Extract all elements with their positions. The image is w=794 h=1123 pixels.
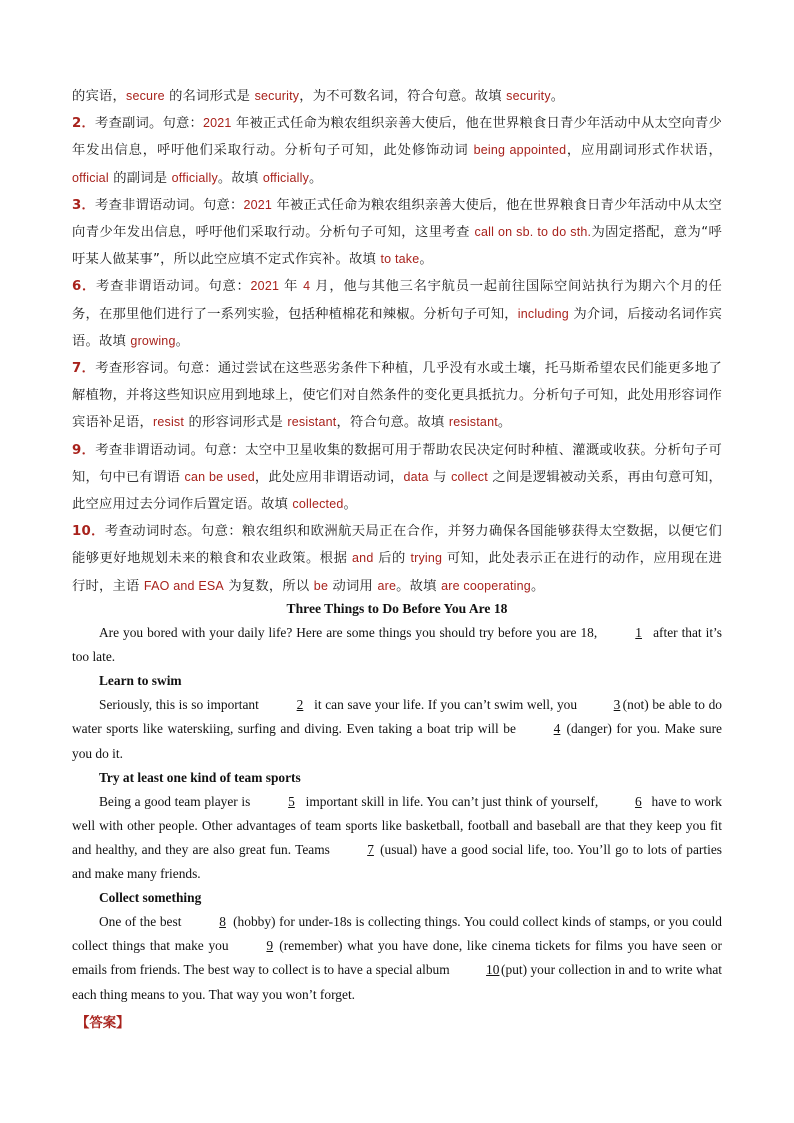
text: ，此处应用非谓语动词，: [254, 469, 404, 485]
text: (danger) for you. Make sure you do it.: [72, 721, 722, 761]
blank-4: 4: [553, 721, 561, 737]
term: collect: [451, 469, 488, 484]
text: (not) be able to do water sports like waterskiing, surfing and diving. Even taking a boat trip will be: [72, 697, 722, 737]
text: 后的: [373, 551, 411, 567]
passage-intro: [72, 621, 722, 669]
text: (put) your collection in and to write what each thing means to you. That way you won’t forget.: [72, 962, 723, 1002]
text: 的名词形式是: [164, 89, 255, 104]
term: secure: [126, 89, 165, 103]
text: have to work well with other people. Other advantages of team sports like basketball, football and baseball are that they keep you fit and healthy, and they are also great fun. Teams: [72, 793, 722, 857]
section-heading-collect: Collect something: [99, 890, 202, 906]
text: 之间是逻辑被动关系，再由句意可知，此空应用过去分词作后置定语。故填: [72, 469, 723, 513]
text: 。: [343, 497, 358, 513]
answer-term: collected: [292, 497, 344, 512]
text: One of the best: [99, 914, 186, 930]
answer-heading: 【答案】: [76, 1016, 130, 1031]
answer-term: resistant: [448, 415, 498, 430]
item-number: 6．: [72, 279, 97, 295]
section-swim: [72, 693, 722, 765]
text: 的形容词形式是: [184, 415, 288, 431]
section-collect: [72, 910, 722, 1006]
blank-5: 5: [288, 793, 295, 809]
blank-6: 6: [634, 793, 642, 809]
text: 可知，此处表示正在进行的动作，应用现在进行时，主语: [72, 551, 722, 594]
term: data: [403, 469, 429, 484]
answer-term: to take: [380, 252, 420, 267]
text: 考查非谓语动词。句意：: [96, 279, 251, 295]
text: after that it’s too late.: [72, 625, 722, 665]
answer-term: growing: [130, 333, 176, 348]
text: 。: [530, 578, 545, 594]
blank-10: 10: [486, 962, 500, 978]
text: (remember) what you have done, like cinema tickets for films you have seen or emails from friends. The best way to collect is to have a special album: [72, 938, 722, 978]
text: it can save your life. If you can’t swim well, you: [310, 697, 581, 713]
text: Seriously, this is so important: [99, 697, 263, 713]
text: 动词用: [328, 578, 378, 594]
explanation-9: [72, 437, 722, 519]
term: trying: [410, 551, 443, 566]
passage-title: Three Things to Do Before You Are 18: [286, 601, 508, 616]
item-number: 7．: [72, 361, 96, 377]
term: resistant: [287, 415, 337, 430]
answer-term: are cooperating: [441, 578, 531, 593]
item-number: 10．: [72, 524, 105, 540]
term: 2021: [202, 116, 232, 131]
term: 2021: [250, 279, 280, 294]
blank-3: 3: [613, 697, 621, 713]
section-heading-swim: Learn to swim: [99, 673, 182, 689]
text: 的宾语，: [72, 89, 126, 104]
text: 为介词，后接动名词作宾语。故填: [72, 306, 722, 349]
text: 。: [497, 415, 512, 431]
term: and: [352, 551, 374, 566]
term: officially: [171, 170, 218, 185]
text: 为固定搭配，意为“呼吁某人做某事”，所以此空应填不定式作宾补。故填: [72, 225, 723, 268]
text: ，应用副词形式作状语，: [566, 143, 722, 159]
term: 4: [303, 279, 311, 294]
item-number: 9．: [72, 442, 96, 458]
term: 2021: [243, 197, 273, 212]
text: Are you bored with your daily life? Here are some things you should try before you are 18,: [99, 625, 602, 641]
section-team-sports: [72, 790, 722, 886]
text: 。: [419, 252, 433, 268]
term: official: [72, 170, 109, 185]
explanation-10: [72, 518, 722, 600]
term: FAO and ESA: [143, 578, 224, 593]
section-heading-team-sports: Try at least one kind of team sports: [99, 769, 301, 785]
text: 考查副词。句意：: [94, 116, 203, 132]
text: 考查非谓语动词。句意：太空中卫星收集的数据可用于帮助农民决定何时种植、灌溉或收获。分析句子可知，句中已有谓语: [72, 442, 722, 485]
item-number: 3．: [72, 197, 95, 213]
text: 为复数，所以: [223, 578, 314, 594]
text: ，为不可数名词，符合句意。故填: [299, 89, 507, 104]
term: security: [254, 89, 300, 103]
explanation-7: [72, 355, 722, 437]
text: 的副词是: [108, 170, 172, 186]
answer-term: security: [506, 89, 551, 103]
text: important skill in life. You can’t just think of yourself,: [302, 793, 602, 809]
term: are: [377, 578, 397, 593]
explanation-6: [72, 273, 722, 355]
text: (hobby) for under-18s is collecting things. You could collect kinds of stamps, or you could collect things that make you: [72, 914, 722, 954]
explanation-3: [72, 192, 722, 274]
explanation-1-end: [72, 83, 722, 110]
explanations: [72, 83, 722, 600]
text: 考查形容词。句意：通过尝试在这些恶劣条件下种植，几乎没有水或土壤，托马斯希望农民们能更多地了解植物，并将这些知识应用到地球上，使它们对自然条件的变化更具抵抗力。分析句子可知，此处用形容词作宾语补足语，: [72, 361, 722, 431]
text: 月，他与其他三名宇航员一起前往国际空间站执行为期六个月的任务，在那里他们进行了一系列实验，包括种植棉花和辣椒。分析句子可知，: [72, 279, 722, 322]
text: ，符合句意。故填: [336, 415, 449, 431]
text: (usual) have a good social life, too. You’ll go to lots of parties and make many friends.: [72, 841, 722, 882]
blank-8: 8: [219, 914, 226, 930]
blank-9: 9: [266, 938, 274, 954]
term: can be used: [184, 469, 255, 484]
term: be: [313, 578, 329, 593]
text: 年: [279, 279, 304, 295]
blank-2: 2: [296, 697, 304, 713]
text: 。故填: [396, 578, 442, 594]
explanation-2: [72, 110, 722, 192]
term: being appointed: [473, 143, 567, 158]
text: 与: [428, 469, 452, 485]
text: Being a good team player is: [99, 793, 254, 809]
text: 。: [175, 333, 190, 349]
text: 考查动词时态。句意：粮农组织和欧洲航天局正在合作，并努力确保各国能够获得太空数据，以便它们能够更好地规划未来的粮食和农业政策。根据: [72, 524, 723, 567]
term: call on sb. to do sth.: [474, 225, 592, 240]
term: including: [517, 306, 569, 321]
text: 。故填: [217, 170, 263, 186]
text: 年被正式任命为粮农组织亲善大使后，他在世界粮食日青少年活动中从太空向青少年发出信息，呼吁他们采取行动。分析句子可知，此处修饰动词: [72, 116, 722, 159]
text: 。: [309, 170, 323, 186]
text: 年被正式任命为粮农组织亲善大使后，他在世界粮食日青少年活动中从太空向青少年发出信息，呼吁他们采取行动。分析句子可知，这里考查: [72, 197, 723, 241]
item-number: 2．: [72, 116, 95, 132]
blank-7: 7: [367, 841, 374, 857]
text: 。: [550, 89, 565, 104]
term: resist: [152, 415, 185, 430]
passage: [72, 597, 722, 1007]
answer-term: officially: [262, 170, 310, 185]
blank-1: 1: [635, 625, 642, 641]
text: 考查非谓语动词。句意：: [94, 197, 244, 213]
